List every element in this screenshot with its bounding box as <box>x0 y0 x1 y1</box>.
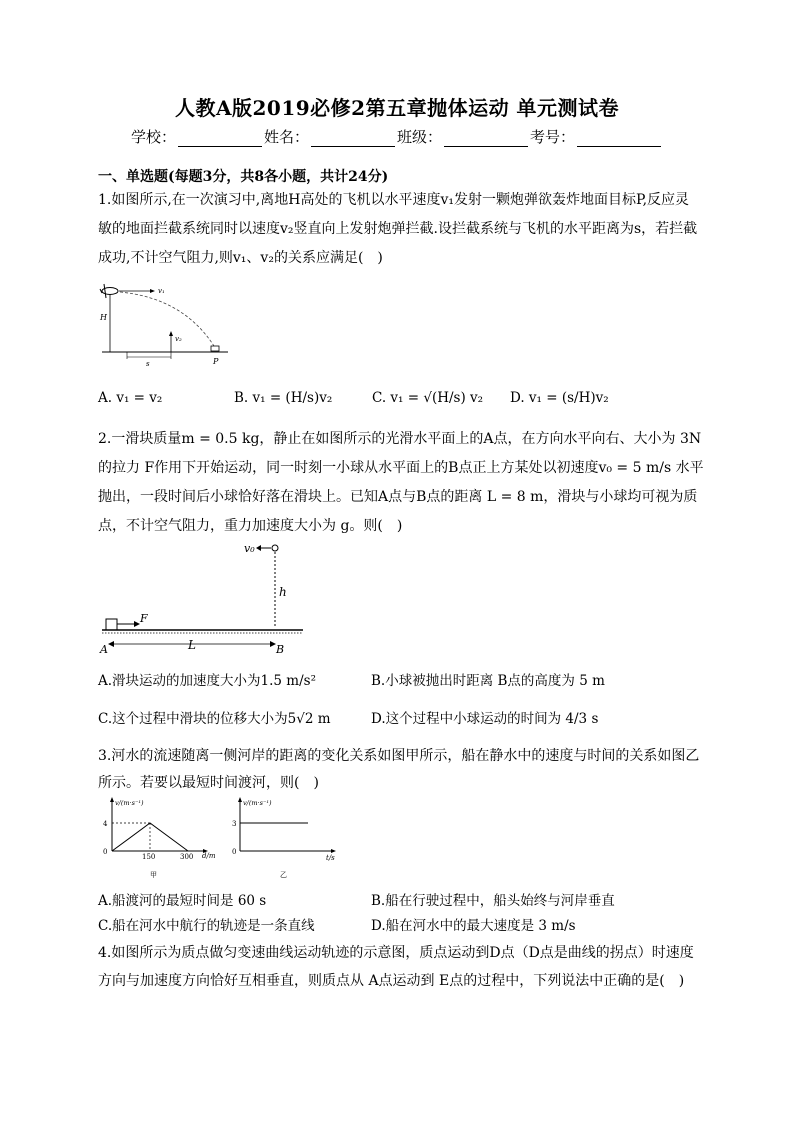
q2-label-L: L <box>188 638 196 652</box>
q3b-caption: 乙 <box>280 871 287 879</box>
q1-line-2: 敏的地面拦截系统同时以速度v₂竖直向上发射炮弹拦截.设拦截系统与飞机的水平距离为s，若拦截 <box>98 221 698 237</box>
q3a-ytick-4: 4 <box>103 820 108 828</box>
q2-label-B: B <box>276 643 285 656</box>
q3a-xtick-300: 300 <box>180 853 194 861</box>
q3-option-a[interactable]: A.船渡河的最短时间是 60 s <box>98 893 267 909</box>
q4-line-1: 4.如图所示为质点做匀变速曲线运动轨迹的示意图，质点运动到D点（D点是曲线的拐点）时速度 <box>98 945 694 961</box>
q1-option-c[interactable]: C. v₁ = √(H/s) v₂ <box>372 390 484 406</box>
exam-title: 人教A版2019必修2第五章抛体运动 单元测试卷 <box>174 96 620 120</box>
q3-line-1: 3.河水的流速随离一侧河岸的距离的变化关系如图甲所示，船在静水中的速度与时间的关系如图乙 <box>98 748 700 764</box>
q3a-ytick-0: 0 <box>103 848 108 856</box>
q3-option-d[interactable]: D.船在河水中的最大速度是 3 m/s <box>371 918 576 934</box>
q3a-ylabel: v/(m·s⁻¹) <box>115 799 144 807</box>
q1-line-1: 1.如图所示,在一次演习中,离地H高处的飞机以水平速度v₁发射一颗炮弹欲轰炸地面目标P,反应灵 <box>98 192 690 208</box>
q2-label-v0: v₀ <box>244 542 255 555</box>
q3-option-c[interactable]: C.船在河水中航行的轨迹是一条直线 <box>98 918 315 934</box>
q2-line-1: 2.一滑块质量m = 0.5 kg，静止在如图所示的光滑水平面上的A点，在方向水平向右、大小为 3N <box>98 431 702 447</box>
q2-label-A: A <box>100 643 108 656</box>
q2-option-a[interactable]: A.滑块运动的加速度大小为1.5 m/s² <box>98 673 316 689</box>
section-heading: 一、单选题(每题3分，共8各小题，共计24分) <box>98 169 389 185</box>
q3-graph-yi <box>228 795 348 881</box>
q3b-ytick-0: 0 <box>232 848 237 856</box>
q2-option-c[interactable]: C.这个过程中滑块的位移大小为5√2 m <box>98 711 331 727</box>
q2-figure <box>98 540 308 658</box>
q3b-ytick-3: 3 <box>232 820 237 828</box>
q2-option-d[interactable]: D.这个过程中小球运动的时间为 4/3 s <box>371 711 599 727</box>
q1-figure <box>98 280 238 370</box>
q1-label-s: s <box>146 360 150 368</box>
q3a-xtick-150: 150 <box>142 853 156 861</box>
q1-label-v1: v₁ <box>158 287 165 295</box>
name-blank[interactable] <box>311 132 395 147</box>
q4-line-2: 方向与加速度方向恰好互相垂直，则质点从 A点运动到 E点的过程中，下列说法中正确的是( ) <box>98 973 685 989</box>
q1-option-b[interactable]: B. v₁ = (H/s)v₂ <box>234 390 333 406</box>
q3-graph-jia <box>98 795 228 881</box>
q3b-ylabel: v/(m·s⁻¹) <box>243 799 272 807</box>
q1-label-v2: v₂ <box>175 335 182 343</box>
q2-line-3: 抛出，一段时间后小球恰好落在滑块上。已知A点与B点的距离 L = 8 m，滑块与小球均可视为质 <box>98 489 698 505</box>
school-blank[interactable] <box>178 132 262 147</box>
q1-label-H: H <box>100 313 107 322</box>
airplane-icon <box>100 284 118 298</box>
q2-label-h: h <box>279 585 287 599</box>
q3b-xlabel: t/s <box>326 854 335 862</box>
q3a-plot <box>112 823 188 851</box>
q3-line-2: 所示。若要以最短时间渡河，则( ) <box>98 775 319 791</box>
q3a-xlabel: d/m <box>202 852 216 860</box>
q2-line-2: 的拉力 F作用下开始运动，同一时刻一小球从水平面上的B点正上方某处以初速度v₀ = 5 m/s 水平 <box>98 460 704 476</box>
student-info-line <box>0 126 794 147</box>
q2-line-4: 点，不计空气阻力，重力加速度大小为 g。则( ) <box>98 518 403 534</box>
q1-line-3: 成功,不计空气阻力,则v₁、v₂的关系应满足( ) <box>98 250 383 266</box>
q3a-caption: 甲 <box>150 871 157 879</box>
exam-no-blank[interactable] <box>577 132 661 147</box>
q2-option-b[interactable]: B.小球被抛出时距离 B点的高度为 5 m <box>371 673 605 689</box>
name-label: 姓名： <box>263 128 309 146</box>
q1-option-a[interactable]: A. v₁ = v₂ <box>98 390 163 406</box>
q3-option-b[interactable]: B.船在行驶过程中，船头始终与河岸垂直 <box>371 893 615 909</box>
q2-label-F: F <box>140 612 148 625</box>
school-label: 学校： <box>130 128 176 146</box>
class-label: 班级： <box>397 128 443 146</box>
class-blank[interactable] <box>444 132 528 147</box>
q1-option-d[interactable]: D. v₁ = (s/H)v₂ <box>510 390 609 406</box>
q1-label-P: P <box>213 357 219 366</box>
exam-no-label: 考号： <box>530 128 576 146</box>
